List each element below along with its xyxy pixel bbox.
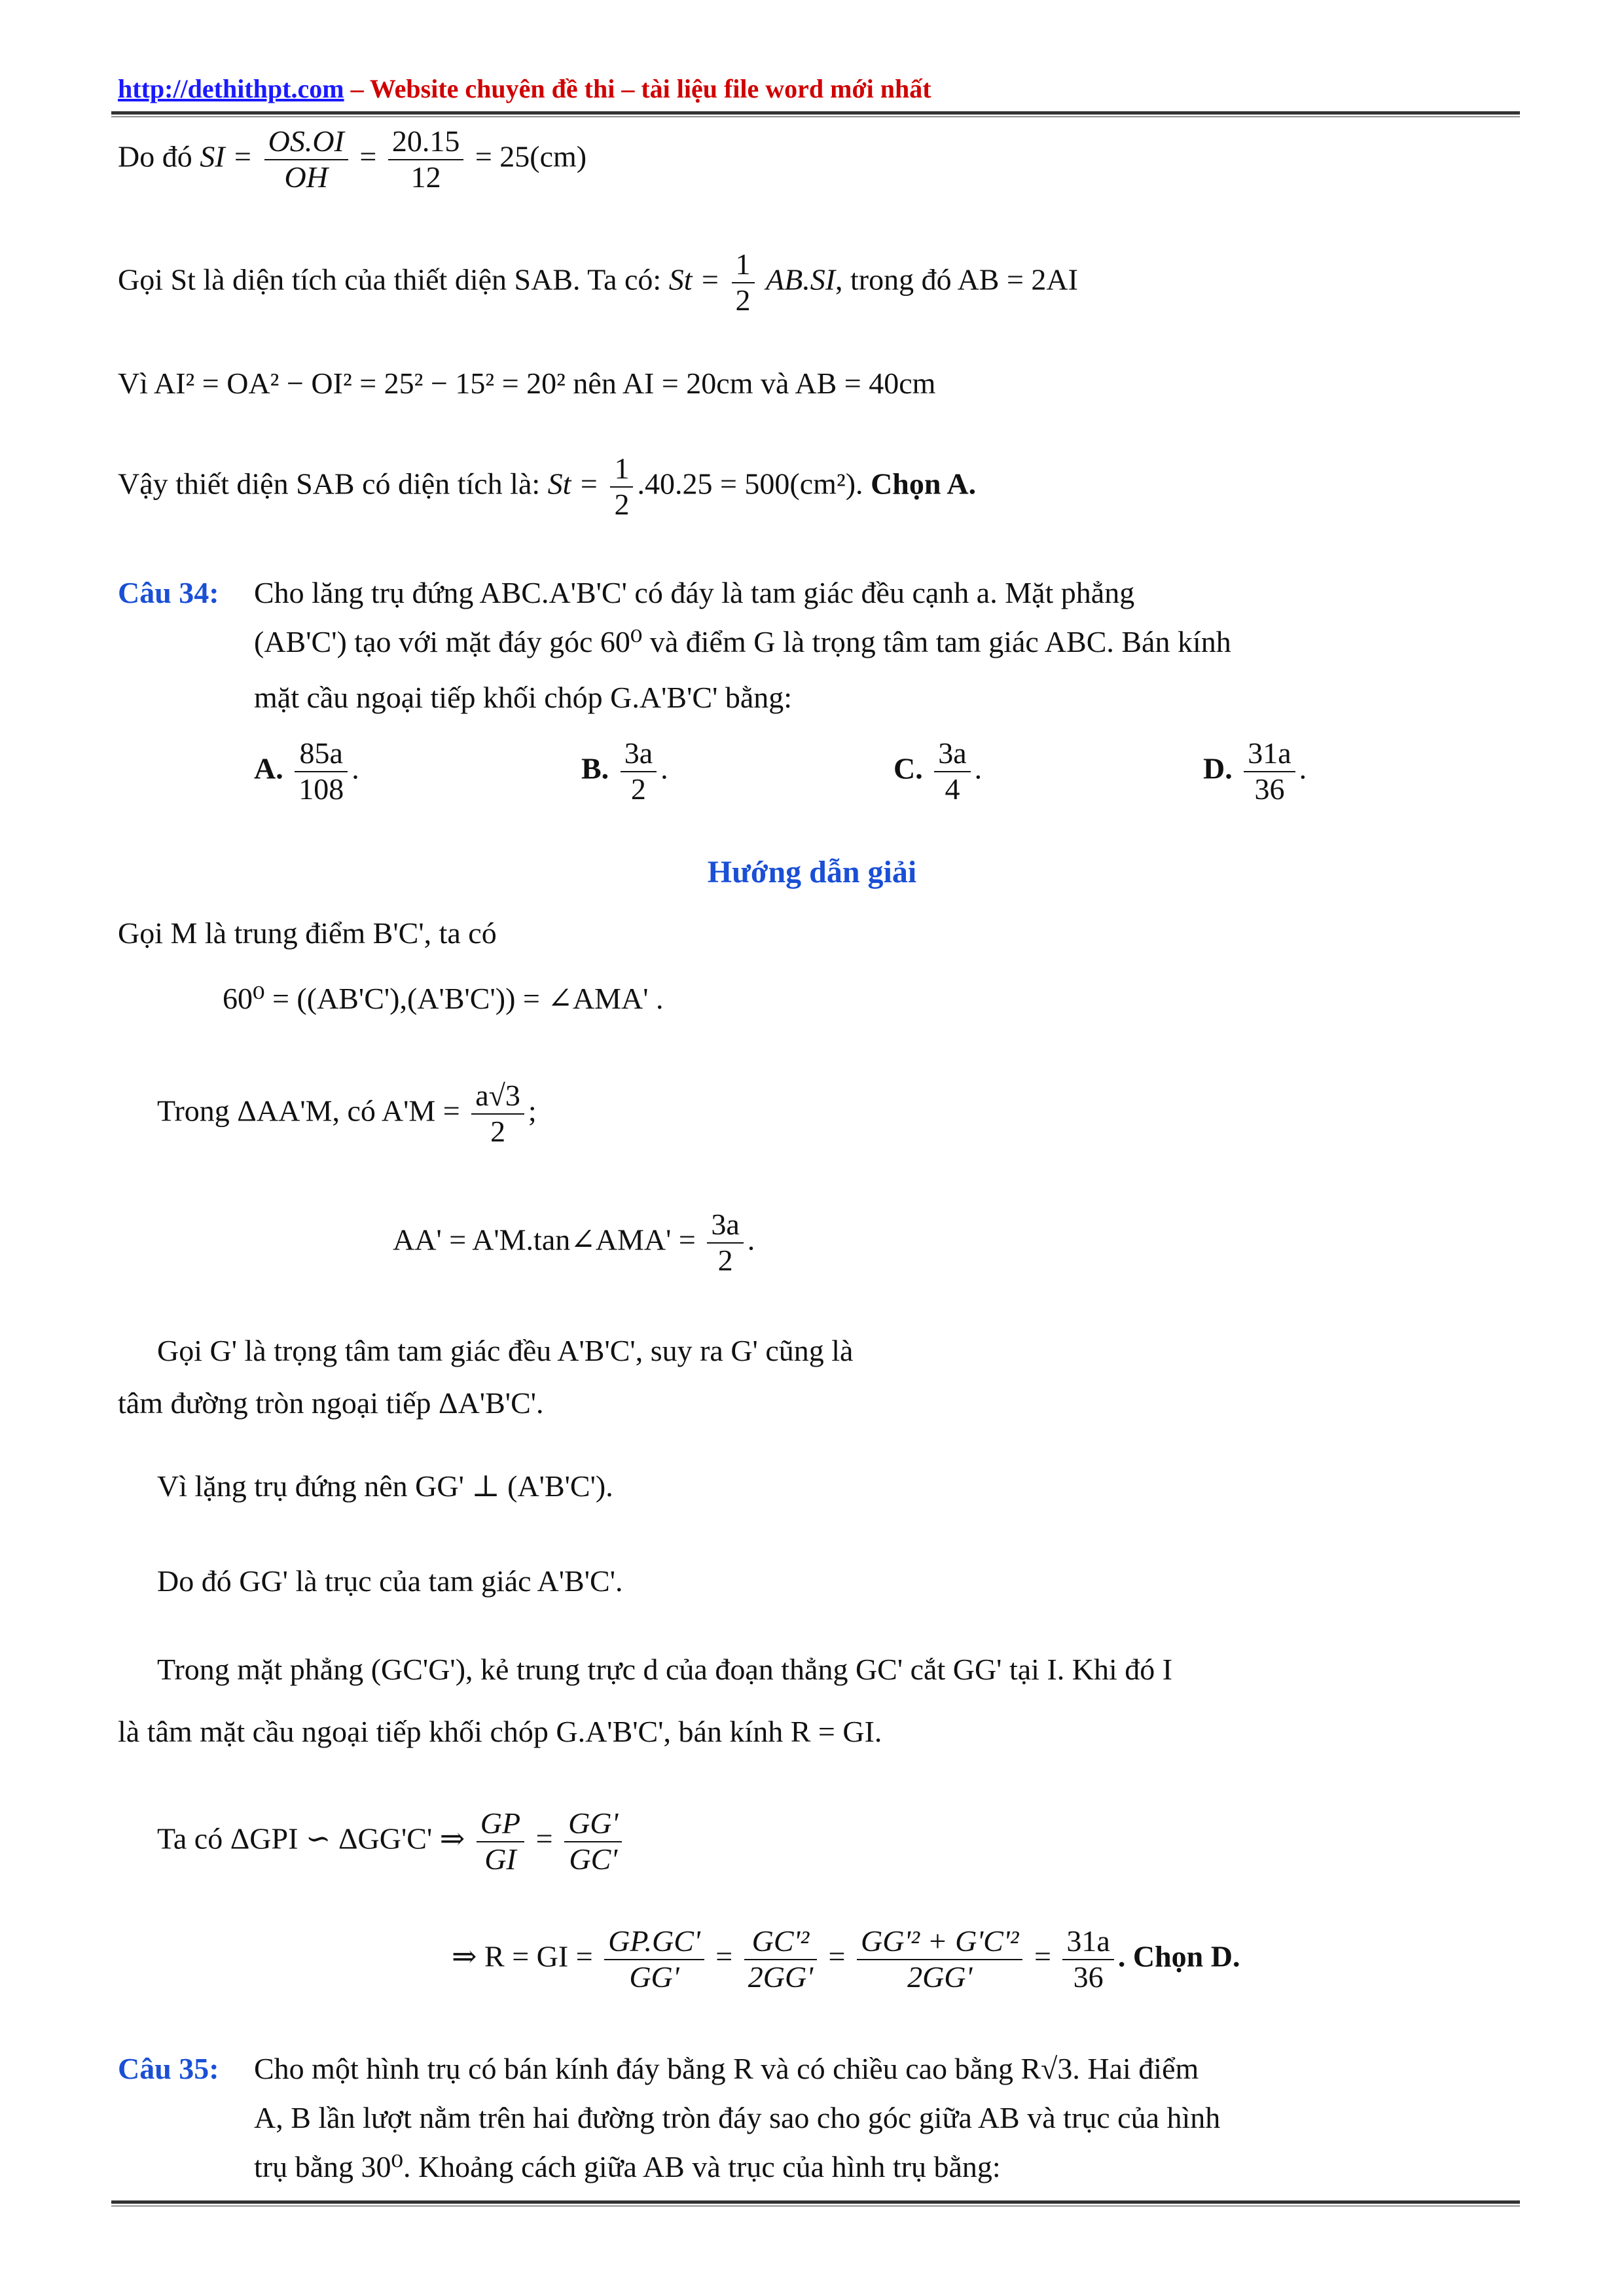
solution-step-4: AA' = A'M.tan∠AMA' = $\frac{3a}{2}$ . <box>393 1208 755 1277</box>
solution-step-8: Do đó GG' là trục của tam giác A'B'C'. <box>157 1564 623 1598</box>
solution-step-9: Trong mặt phẳng (GC'G'), kẻ trung trực d của đoạn thẳng GC' cắt GG' tại I. Khi đó I <box>157 1653 1173 1686</box>
solution-step-3: Trong ΔAA'M, có A'M = $\frac{a√3}{2}$ ; <box>157 1079 537 1148</box>
math-st: St = <box>668 262 721 296</box>
page-header <box>118 73 931 104</box>
fraction-a-sqrt3: $\frac{a√3}{2}$ <box>471 1079 524 1149</box>
text-r-gi: ⇒ R = GI = <box>452 1939 601 1973</box>
question-35 <box>118 2052 219 2087</box>
option-d[interactable]: D. $\frac{31a}{36}$ . <box>1203 736 1307 806</box>
option-a-label: A. <box>254 751 283 785</box>
solution-step-1: Gọi M là trung điểm B'C', ta có <box>118 916 497 950</box>
header-divider <box>111 111 1520 117</box>
fraction-sum-squares: $\frac{\text{GG'² + G'C'²}}{2GG'}$ <box>857 1924 1022 1995</box>
question-34-label: Câu 34: <box>118 576 219 609</box>
question-35-label: Câu 35: <box>118 2052 219 2085</box>
math-si: SI = <box>200 139 253 173</box>
question-35-line2: A, B lần lượt nằm trên hai đường tròn đáy sao cho góc giữa AB và trục của hình <box>254 2101 1221 2134</box>
solution-step-2: 60⁰ = ((AB'C'),(A'B'C')) = ∠AMA' . <box>223 982 664 1015</box>
line-area-result <box>118 452 976 522</box>
text-similar-triangles: Ta có ΔGPI ∽ ΔGG'C' ⇒ <box>157 1821 473 1856</box>
text-area-intro: Gọi St là diện tích của thiết diện SAB. Ta có: <box>118 262 669 296</box>
solution-step-5: Gọi G' là trọng tâm tam giác đều A'B'C', suy ra G' cũng là <box>157 1334 854 1367</box>
answer-choice-d: . Chọn D. <box>1117 1939 1240 1973</box>
question-35-line3: trụ bằng 30⁰. Khoảng cách giữa AB và trục của hình trụ bằng: <box>254 2150 1001 2183</box>
math-si-result: = 25(cm) <box>475 139 587 173</box>
question-34-line2: (AB'C') tạo với mặt đáy góc 60⁰ và điểm G là trọng tâm tam giác ABC. Bán kính <box>254 625 1231 658</box>
answer-choice-a: Chọn A. <box>863 467 977 501</box>
fraction-gc-squared: $\frac{\text{GC'²}}{2GG'}$ <box>744 1924 817 1995</box>
option-d-value: $\frac{31a}{36}$ <box>1244 736 1295 807</box>
header-link[interactable]: http://dethithpt.com <box>118 74 344 103</box>
option-c[interactable]: C. $\frac{3a}{4}$ . <box>893 736 983 806</box>
option-c-value: $\frac{3a}{4}$ <box>934 736 970 807</box>
fraction-3a-2: $\frac{3a}{2}$ <box>707 1208 743 1278</box>
text-ab-2ai: , trong đó AB = 2AI <box>835 262 1078 296</box>
fraction-gp-gi: $\frac{GP}{GI}$ <box>477 1806 524 1877</box>
fraction-half: $\frac{1}{2}$ <box>732 247 755 318</box>
text-aa-prime: AA' = A'M.tan∠AMA' = <box>393 1223 704 1257</box>
fraction-gp-gc: $\frac{GP.GC'}{GG'}$ <box>604 1924 704 1995</box>
fraction-gg-gc: $\frac{GG'}{GC'}$ <box>564 1806 622 1877</box>
option-d-label: D. <box>1203 751 1233 785</box>
line-area-formula <box>118 247 1078 318</box>
math-st-2: St = <box>547 467 599 501</box>
footer-divider <box>111 2200 1520 2206</box>
question-34-line1: Cho lăng trụ đứng ABC.A'B'C' có đáy là tam giác đều cạnh a. Mặt phẳng <box>254 576 1135 609</box>
option-a-value: $\frac{85a}{108}$ <box>295 736 348 807</box>
solution-step-6: tâm đường tròn ngoại tiếp ΔA'B'C'. <box>118 1386 544 1420</box>
math-ab-si: AB.SI <box>766 262 836 296</box>
solution-step-7: Vì lặng trụ đứng nên GG' ⊥ (A'B'C'). <box>157 1469 613 1503</box>
solution-step-10: là tâm mặt cầu ngoại tiếp khối chóp G.A'B'C', bán kính R = GI. <box>118 1715 882 1748</box>
fraction-half-2: $\frac{1}{2}$ <box>610 452 633 522</box>
text-trong-aam: Trong ΔAA'M, có A'M = <box>157 1094 468 1128</box>
question-34 <box>118 576 219 611</box>
option-b[interactable]: B. $\frac{3a}{2}$ . <box>581 736 668 806</box>
option-a[interactable]: A. $\frac{85a}{108}$ . <box>254 736 359 806</box>
fraction-os-oi: $\frac{OS.OI}{OH}$ <box>264 124 348 195</box>
text-do-do: Do đó <box>118 139 200 173</box>
solution-step-11: Ta có ΔGPI ∽ ΔGG'C' ⇒ $\frac{GP}{GI}$ = $\frac{GG'}{GC'}$ <box>157 1806 626 1877</box>
solution-step-12: ⇒ R = GI = $\frac{GP.GC'}{GG'}$ = $\frac{\text{GC'²}}{2GG'}$ = $\frac{\text{GG'² + G'C'²}}{2GG'}$ = $\frac{31a}{36}$ . Chọn D. <box>452 1924 1240 1994</box>
fraction-31a-36: $\frac{31a}{36}$ <box>1062 1924 1113 1995</box>
line-ai-computation: Vì AI² = OA² − OI² = 25² − 15² = 20² nên AI = 20cm và AB = 40cm <box>118 367 936 400</box>
option-c-label: C. <box>893 751 923 785</box>
header-tagline: – Website chuyên đề thi – tài liệu file word mới nhất <box>344 74 931 103</box>
question-35-line1: Cho một hình trụ có bán kính đáy bằng R và có chiều cao bằng R√3. Hai điểm <box>254 2052 1199 2085</box>
text-area-result-intro: Vậy thiết diện SAB có diện tích là: <box>118 467 548 501</box>
option-b-value: $\frac{3a}{2}$ <box>621 736 657 807</box>
option-b-label: B. <box>581 751 609 785</box>
math-area-value: .40.25 = 500(cm²). <box>637 467 863 501</box>
solution-title: Hướng dẫn giải <box>707 855 917 889</box>
line-si: Do đó SI = $\frac{OS.OI}{OH}$ = $\frac{20.15}{12}$ = 25(cm) <box>118 124 587 194</box>
fraction-20-15: $\frac{20.15}{12}$ <box>388 124 464 195</box>
question-34-line3: mặt cầu ngoại tiếp khối chóp G.A'B'C' bằng: <box>254 681 793 714</box>
